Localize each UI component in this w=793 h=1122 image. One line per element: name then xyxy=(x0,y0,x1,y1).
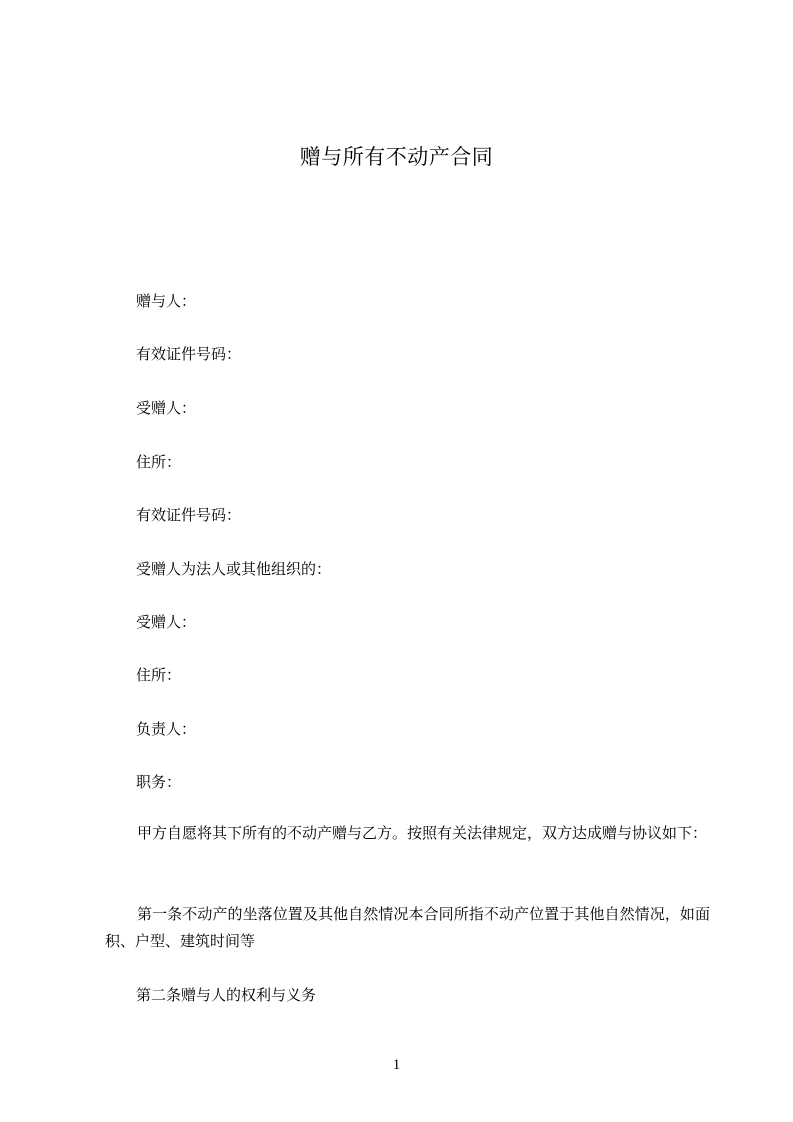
field-donor: 赠与人： xyxy=(136,292,197,310)
agreement-intro-paragraph: 甲方自愿将其下所有的不动产赠与乙方。按照有关法律规定，双方达成赠与协议如下： xyxy=(137,824,708,842)
document-title: 赠与所有不动产合同 xyxy=(299,145,494,169)
field-org-responsible-person: 负责人： xyxy=(136,720,197,738)
field-org-address: 住所： xyxy=(136,666,182,684)
field-org-donee: 受赠人： xyxy=(136,613,197,631)
field-donee-id-number: 有效证件号码： xyxy=(136,506,242,524)
field-org-position: 职务： xyxy=(136,773,182,791)
article-one-paragraph: 第一条不动产的坐落位置及其他自然情况本合同所指不动产位置于其他自然情况，如面积、户型、建筑时间等 xyxy=(105,905,710,950)
article-two-heading: 第二条赠与人的权利与义务 xyxy=(136,986,317,1004)
field-donee-address: 住所： xyxy=(136,453,182,471)
page-number: 1 xyxy=(392,1057,401,1073)
field-donor-id-number: 有效证件号码： xyxy=(136,345,242,363)
field-donee-organization-note: 受赠人为法人或其他组织的： xyxy=(136,560,332,578)
field-donee: 受赠人： xyxy=(136,399,197,417)
